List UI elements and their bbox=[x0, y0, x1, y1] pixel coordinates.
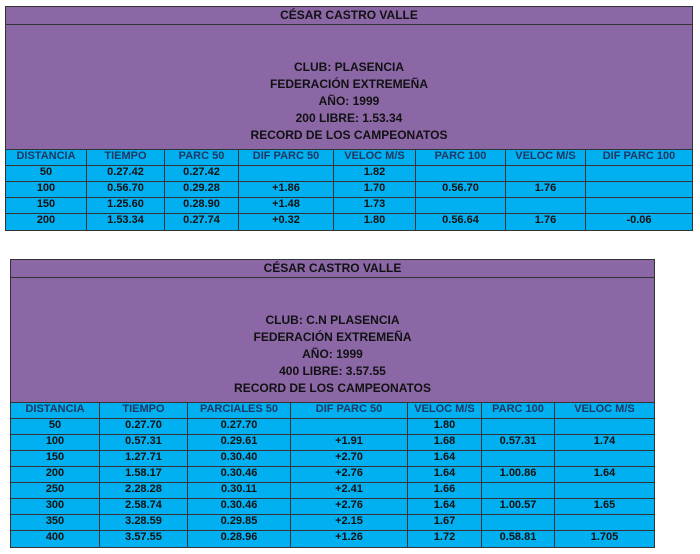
table-cell: 1.64 bbox=[408, 467, 482, 483]
table-cell: 1.25.60 bbox=[87, 198, 165, 214]
info-block bbox=[11, 278, 654, 403]
table-cell bbox=[555, 451, 654, 467]
table-cell: 0.27.42 bbox=[87, 166, 165, 182]
table-cell: +2.70 bbox=[291, 451, 408, 467]
table-cell: 1.53.34 bbox=[87, 214, 165, 230]
table-cell: 0.30.40 bbox=[188, 451, 291, 467]
column-header: VELOC M/S bbox=[555, 403, 654, 419]
table-cell: 50 bbox=[6, 166, 87, 182]
column-header: VELOC M/S bbox=[506, 150, 586, 166]
results-table-200 bbox=[5, 6, 693, 231]
table-cell: 1.64 bbox=[408, 499, 482, 515]
table-cell: 1.68 bbox=[408, 435, 482, 451]
table-cell: 0.56.70 bbox=[87, 182, 165, 198]
table-cell: 1.64 bbox=[408, 451, 482, 467]
table-cell: +2.76 bbox=[291, 499, 408, 515]
table-cell: +2.41 bbox=[291, 483, 408, 499]
table-cell: 0.30.46 bbox=[188, 499, 291, 515]
table-cell: 100 bbox=[11, 435, 100, 451]
event-label: 200 LIBRE: 1.53.34 bbox=[295, 111, 403, 125]
table-cell bbox=[586, 198, 692, 214]
table-cell bbox=[482, 419, 555, 435]
swimmer-name: CÉSAR CASTRO VALLE bbox=[6, 7, 692, 25]
splits-grid bbox=[11, 403, 654, 547]
splits-grid bbox=[6, 150, 692, 230]
table-cell bbox=[291, 419, 408, 435]
table-cell bbox=[506, 198, 586, 214]
table-cell: +1.26 bbox=[291, 531, 408, 547]
table-cell: 1.70 bbox=[334, 182, 416, 198]
table-cell: 0.28.96 bbox=[188, 531, 291, 547]
table-cell: 0.29.61 bbox=[188, 435, 291, 451]
table-cell: 200 bbox=[11, 467, 100, 483]
table-cell: 1.00.86 bbox=[482, 467, 555, 483]
table-cell bbox=[416, 198, 506, 214]
table-cell: 3.28.59 bbox=[100, 515, 188, 531]
table-cell: 1.72 bbox=[408, 531, 482, 547]
table-cell: 0.27.70 bbox=[100, 419, 188, 435]
table-cell: 0.56.70 bbox=[416, 182, 506, 198]
table-cell: 0.58.81 bbox=[482, 531, 555, 547]
table-cell: 1.64 bbox=[555, 467, 654, 483]
record-label: RECORD DE LOS CAMPEONATOS bbox=[234, 381, 431, 395]
column-header: PARCIALES 50 bbox=[188, 403, 291, 419]
table-cell: +2.76 bbox=[291, 467, 408, 483]
table-cell: +1.91 bbox=[291, 435, 408, 451]
table-cell: 0.27.74 bbox=[165, 214, 239, 230]
federation-label: FEDERACIÓN EXTREMEÑA bbox=[269, 77, 428, 91]
table-cell bbox=[555, 483, 654, 499]
table-cell: 300 bbox=[11, 499, 100, 515]
table-cell bbox=[555, 419, 654, 435]
table-cell: 1.66 bbox=[408, 483, 482, 499]
table-cell bbox=[482, 451, 555, 467]
table-cell: 0.27.42 bbox=[165, 166, 239, 182]
table-cell: 1.00.57 bbox=[482, 499, 555, 515]
table-cell: 150 bbox=[6, 198, 87, 214]
table-cell: +1.86 bbox=[239, 182, 334, 198]
table-cell bbox=[586, 166, 692, 182]
table-cell: 0.30.46 bbox=[188, 467, 291, 483]
column-header: VELOC M/S bbox=[334, 150, 416, 166]
table-cell: 150 bbox=[11, 451, 100, 467]
table-cell: 3.57.55 bbox=[100, 531, 188, 547]
table-cell: +2.15 bbox=[291, 515, 408, 531]
year-label: AÑO: 1999 bbox=[318, 94, 380, 108]
column-header: PARC 100 bbox=[482, 403, 555, 419]
table-cell bbox=[555, 515, 654, 531]
club-label: CLUB: C.N PLASENCIA bbox=[265, 313, 400, 327]
table-cell: 0.29.85 bbox=[188, 515, 291, 531]
swimmer-name: CÉSAR CASTRO VALLE bbox=[11, 260, 654, 278]
info-block bbox=[6, 25, 692, 150]
table-cell bbox=[586, 182, 692, 198]
table-cell: 2.28.28 bbox=[100, 483, 188, 499]
table-cell: 0.57.31 bbox=[482, 435, 555, 451]
table-cell: 350 bbox=[11, 515, 100, 531]
column-header: DISTANCIA bbox=[6, 150, 87, 166]
column-header: TIEMPO bbox=[100, 403, 188, 419]
table-cell: 1.76 bbox=[506, 214, 586, 230]
column-header: DIF PARC 50 bbox=[239, 150, 334, 166]
table-cell: 0.30.11 bbox=[188, 483, 291, 499]
table-cell: 200 bbox=[6, 214, 87, 230]
column-header: DIF PARC 100 bbox=[586, 150, 692, 166]
table-cell: 0.29.28 bbox=[165, 182, 239, 198]
table-cell: 50 bbox=[11, 419, 100, 435]
column-header: VELOC M/S bbox=[408, 403, 482, 419]
table-cell bbox=[506, 166, 586, 182]
results-table-400 bbox=[10, 259, 655, 548]
table-cell bbox=[416, 166, 506, 182]
table-cell: 250 bbox=[11, 483, 100, 499]
table-cell: +1.48 bbox=[239, 198, 334, 214]
table-cell: 1.80 bbox=[334, 214, 416, 230]
table-cell: 400 bbox=[11, 531, 100, 547]
table-cell bbox=[482, 483, 555, 499]
table-cell: 1.80 bbox=[408, 419, 482, 435]
column-header: DISTANCIA bbox=[11, 403, 100, 419]
record-label: RECORD DE LOS CAMPEONATOS bbox=[250, 128, 448, 142]
table-cell bbox=[239, 166, 334, 182]
table-cell bbox=[482, 515, 555, 531]
table-cell: 0.56.64 bbox=[416, 214, 506, 230]
table-cell: 1.705 bbox=[555, 531, 654, 547]
column-header: TIEMPO bbox=[87, 150, 165, 166]
table-cell: 0.57.31 bbox=[100, 435, 188, 451]
table-cell: 100 bbox=[6, 182, 87, 198]
federation-label: FEDERACIÓN EXTREMEÑA bbox=[253, 330, 412, 344]
table-cell: 1.73 bbox=[334, 198, 416, 214]
table-cell: 1.74 bbox=[555, 435, 654, 451]
table-cell: 0.28.90 bbox=[165, 198, 239, 214]
table-cell: -0.06 bbox=[586, 214, 692, 230]
column-header: DIF PARC 50 bbox=[291, 403, 408, 419]
table-cell: 1.76 bbox=[506, 182, 586, 198]
table-cell: 1.58.17 bbox=[100, 467, 188, 483]
table-cell: +0.32 bbox=[239, 214, 334, 230]
club-label: CLUB: PLASENCIA bbox=[294, 60, 404, 74]
year-label: AÑO: 1999 bbox=[302, 347, 363, 361]
table-cell: 1.27.71 bbox=[100, 451, 188, 467]
column-header: PARC 50 bbox=[165, 150, 239, 166]
table-cell: 0.27.70 bbox=[188, 419, 291, 435]
table-cell: 2.58.74 bbox=[100, 499, 188, 515]
table-cell: 1.82 bbox=[334, 166, 416, 182]
table-cell: 1.67 bbox=[408, 515, 482, 531]
table-cell: 1.65 bbox=[555, 499, 654, 515]
event-label: 400 LIBRE: 3.57.55 bbox=[279, 364, 386, 378]
column-header: PARC 100 bbox=[416, 150, 506, 166]
